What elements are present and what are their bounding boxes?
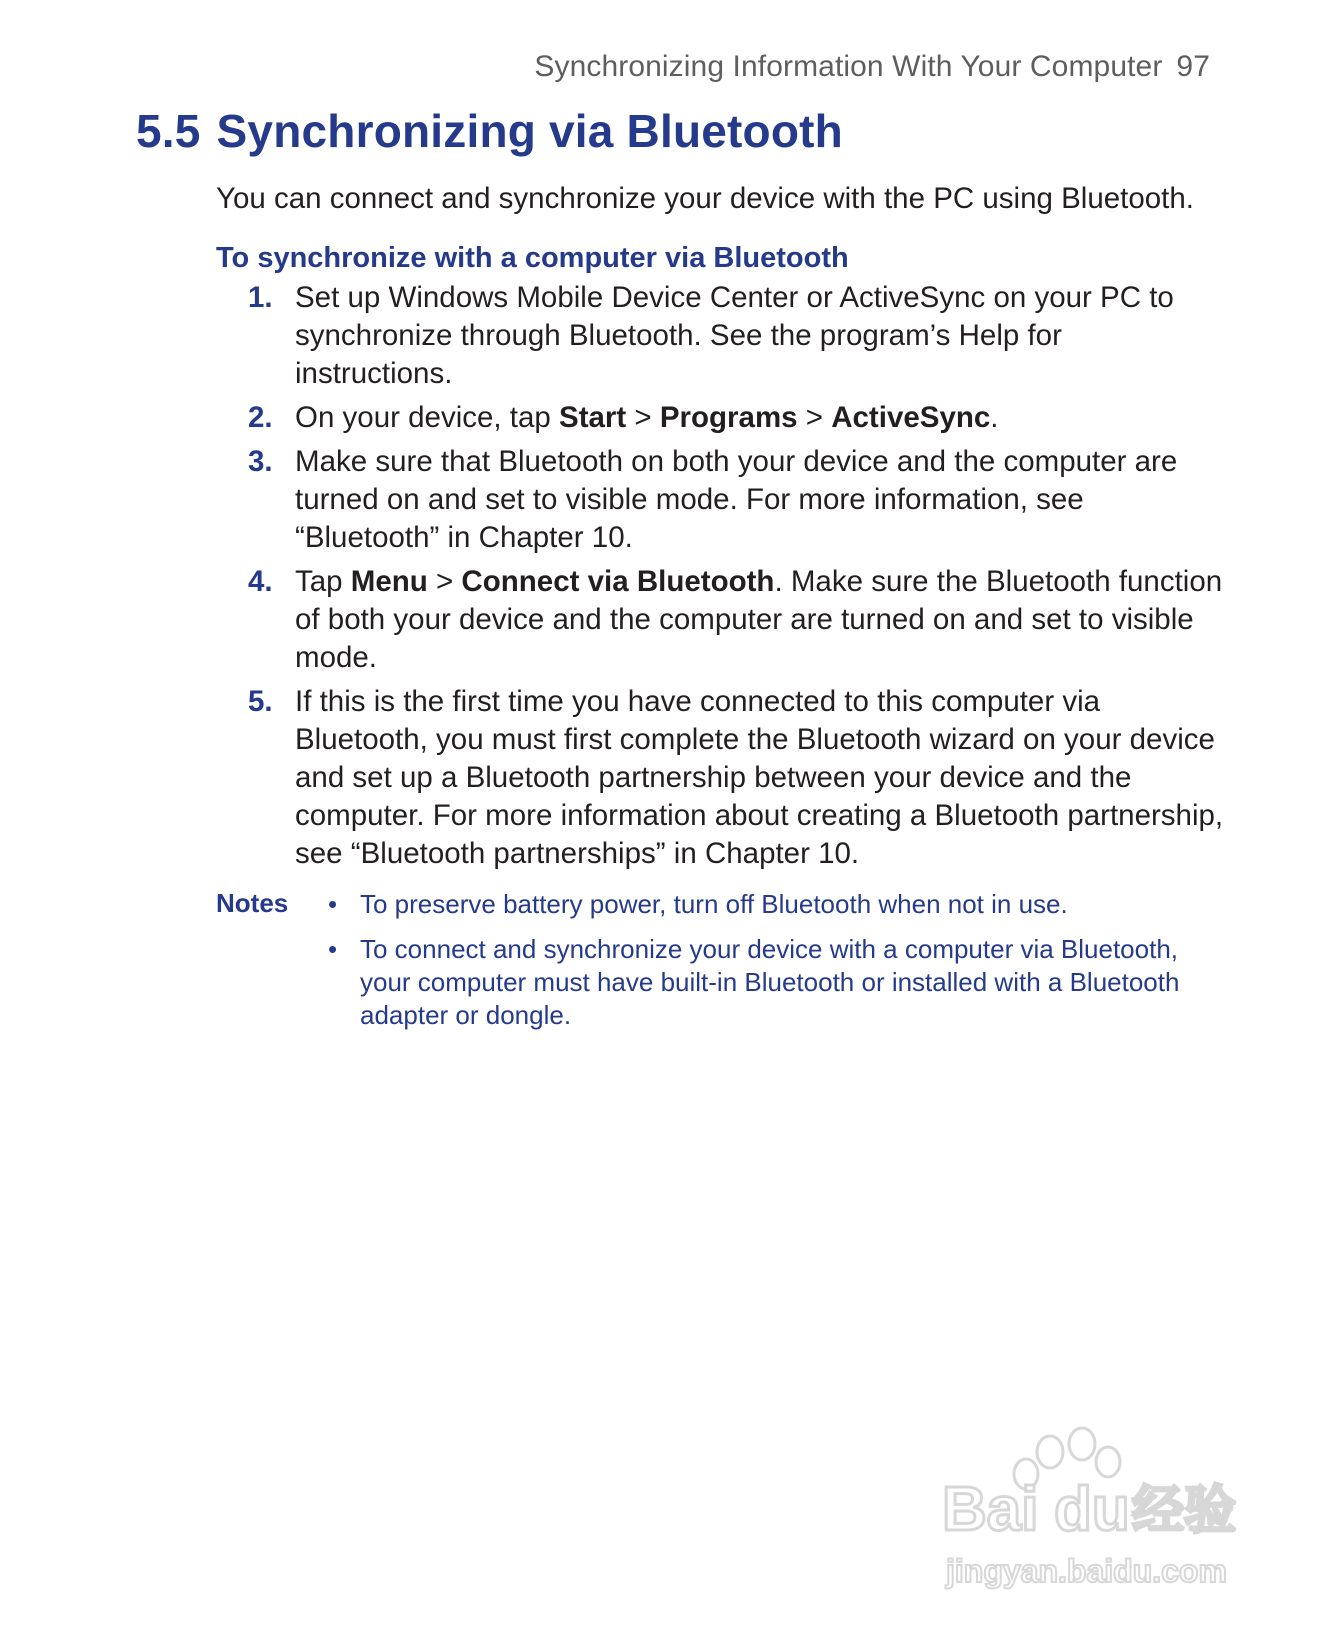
step-5 <box>216 683 1226 873</box>
section-title-text: Synchronizing via Bluetooth <box>216 105 843 157</box>
menu-programs: Programs <box>659 401 798 434</box>
intro-paragraph: You can connect and synchronize your device with the PC using Bluetooth. <box>216 182 1194 215</box>
menu-start: Start <box>559 401 627 434</box>
step-text-pre: Tap <box>295 565 351 598</box>
procedure-heading: To synchronize with a computer via Bluetooth <box>216 242 849 274</box>
step-number: 5. <box>248 685 273 718</box>
note-text: To connect and synchronize your device with a computer via Bluetooth, your computer must have built-in Bluetooth or installed with a Bluetooth adapter or dongle. <box>360 934 1180 1030</box>
step-2 <box>216 399 1226 437</box>
menu-activesync: ActiveSync <box>831 401 991 434</box>
menu-separator: > <box>797 401 832 434</box>
step-4 <box>216 563 1226 677</box>
watermark-url: jingyan.baidu.com <box>946 1553 1227 1589</box>
baidu-jingyan-watermark-logo <box>942 1422 1262 1592</box>
menu-separator: > <box>626 401 660 434</box>
bullet-icon: • <box>328 934 338 964</box>
section-number: 5.5 <box>136 105 201 157</box>
step-text: Set up Windows Mobile Device Center or ActiveSync on your PC to synchronize through Bluetooth. See the program’s Help for instructions. <box>295 281 1174 390</box>
step-number: 3. <box>248 445 273 478</box>
note-item <box>328 933 1228 1032</box>
menu-connect-via-bluetooth: Connect via Bluetooth <box>461 565 775 598</box>
step-text-pre: On your device, tap <box>295 401 560 434</box>
watermark-brand-cn: 经验 <box>1132 1482 1237 1540</box>
menu-menu: Menu <box>350 565 428 598</box>
watermark-brand-left: Bai <box>942 1475 1039 1544</box>
step-number: 1. <box>248 281 273 314</box>
step-text-post: . Make sure the Bluetooth function of both your device and the computer are turned on and set to visible mode. <box>295 565 1223 674</box>
procedure-steps <box>216 279 1226 879</box>
notes-label: Notes <box>216 888 289 918</box>
page-number: 97 <box>1176 50 1210 83</box>
running-header-title: Synchronizing Information With Your Computer <box>534 50 1163 83</box>
step-text-post: . <box>990 401 999 434</box>
note-text: To preserve battery power, turn off Bluetooth when not in use. <box>360 889 1068 919</box>
step-number: 2. <box>248 401 273 434</box>
step-1 <box>216 279 1226 393</box>
step-text: If this is the first time you have connected to this computer via Bluetooth, you must first complete the Bluetooth wizard on your device and set up a Bluetooth partnership between your device and the computer. For more information about creating a Bluetooth partnership, see “Bluetooth partnerships” in Chapter 10. <box>295 685 1224 870</box>
step-number: 4. <box>248 565 273 598</box>
step-text: Make sure that Bluetooth on both your device and the computer are turned on and set to visible mode. For more information, see “Bluetooth” in Chapter 10. <box>295 445 1178 554</box>
section-title <box>136 104 843 158</box>
running-header <box>534 50 1210 84</box>
step-3 <box>216 443 1226 557</box>
note-item <box>328 888 1228 921</box>
notes-list <box>328 888 1228 1044</box>
bullet-icon: • <box>328 889 338 919</box>
watermark-brand-right: du <box>1054 1475 1130 1544</box>
menu-separator: > <box>427 565 462 598</box>
